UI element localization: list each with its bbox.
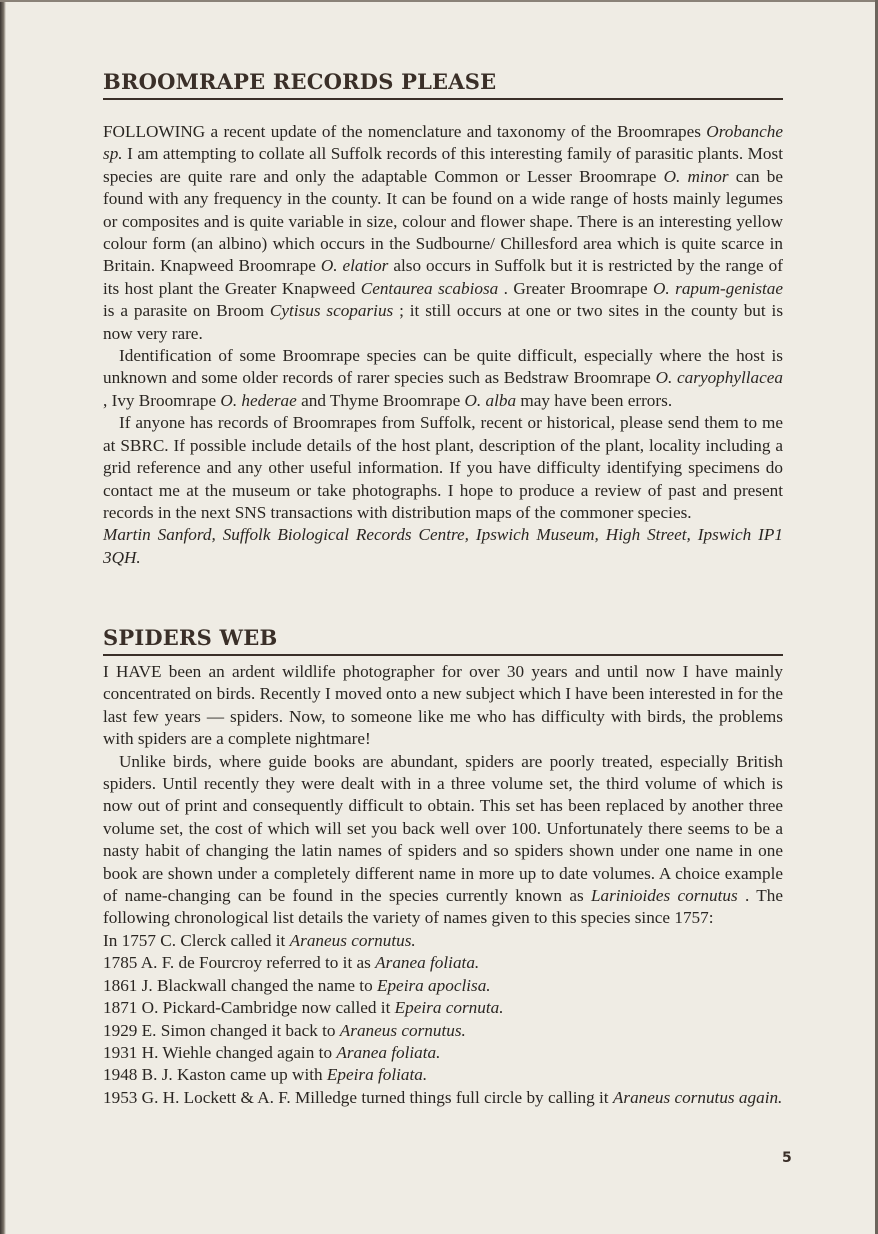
broomrape-paragraph-3 bbox=[103, 412, 783, 524]
text-run: If anyone has records of Broomrapes from Suffolk, recent or historical, please send them to me at SBRC. If possible include details of the host plant, description of the plant, locality including a grid reference and any other useful information. If you have difficulty identifying specimens do contact me at the museum or take photographs. I hope to produce a review of past and present records in the next SNS transactions with distribution maps of the commoner species. bbox=[103, 413, 783, 522]
text-run: also occurs in Suffolk but it is restricted by the range of its host plant the Greater Knapweed bbox=[103, 256, 783, 298]
latin-name: Orobanche sp. bbox=[103, 122, 783, 164]
text-run: ; it still occurs at one or two sites in the county but is now very rare. bbox=[103, 301, 784, 343]
text-run: 1861 J. Blackwall changed the name to bbox=[103, 975, 377, 995]
list-item bbox=[103, 1064, 783, 1086]
latin-name: Epeira foliata. bbox=[326, 1065, 428, 1085]
latin-name: Araneus cornutus again. bbox=[612, 1087, 783, 1107]
latin-name: Aranea foliata. bbox=[336, 1042, 441, 1062]
broomrape-paragraph-2 bbox=[103, 345, 783, 412]
list-item bbox=[103, 975, 783, 997]
text-run: , Ivy Broomrape bbox=[103, 390, 221, 410]
latin-name: O. hederae bbox=[220, 390, 297, 410]
list-item bbox=[103, 952, 783, 974]
text-run: I HAVE been an ardent wildlife photographer for over 30 years and until now I have mainly concentrated on birds. Recently I moved onto a new subject which I have been interested in for the last few years — spiders. Now, to someone like me who has difficulty with birds, the problems with spiders are a complete nightmare! bbox=[103, 662, 783, 749]
text-run: and Thyme Broomrape bbox=[296, 390, 465, 410]
broomrape-paragraph-1 bbox=[103, 121, 783, 345]
spiders-paragraph-2 bbox=[103, 751, 783, 930]
latin-name: O. rapum-genistae bbox=[653, 278, 784, 298]
text-run: 1931 H. Wiehle changed again to bbox=[103, 1042, 337, 1062]
species-name-history-list bbox=[103, 930, 783, 1109]
text-run: can be found with any frequency in the county. It can be found on a wide range of hosts mainly legumes or composites and is quite variable in size, colour and flower shape. There is an interesting yellow colour form (an albino) which occurs in the Sudbourne/ Chillesford area which is quite scarce in Britain. Knapweed Broomrape bbox=[103, 166, 783, 276]
list-item bbox=[103, 930, 783, 952]
text-run: FOLLOWING a recent update of the nomenclature and taxonomy of the Broomrapes bbox=[103, 122, 707, 141]
latin-name: Larinioides cornutus bbox=[590, 886, 738, 906]
spiders-article bbox=[103, 661, 783, 1109]
latin-name: Epeira apoclisa. bbox=[376, 975, 491, 995]
spiders-paragraph-1 bbox=[103, 661, 783, 751]
latin-name: Araneus cornutus. bbox=[339, 1020, 466, 1040]
broomrape-article bbox=[103, 121, 783, 569]
broomrape-heading: BROOMRAPE RECORDS PLEASE bbox=[103, 69, 783, 100]
spiders-heading: SPIDERS WEB bbox=[103, 625, 783, 656]
text-run: . The following chronological list details the variety of names given to this species since 1757: bbox=[103, 886, 783, 928]
text-run: In 1757 C. Clerck called it bbox=[103, 930, 290, 950]
text-run: Identification of some Broomrape species can be quite difficult, especially where the host is unknown and some older records of rarer species such as Bedstraw Broomrape bbox=[103, 346, 783, 388]
text-run: 1871 O. Pickard-Cambridge now called it bbox=[103, 998, 395, 1018]
latin-name: O. alba bbox=[464, 390, 517, 410]
latin-name: Aranea foliata. bbox=[375, 953, 480, 973]
page-number: 5 bbox=[782, 1150, 792, 1166]
text-run: may have been errors. bbox=[516, 390, 673, 410]
latin-name: Centaurea scabiosa bbox=[360, 278, 499, 298]
page-top-edge bbox=[0, 0, 878, 2]
text-run: I am attempting to collate all Suffolk records of this interesting family of parasitic plants. Most species are quite rare and only the adaptable Common or Lesser Broomrape bbox=[103, 144, 783, 186]
latin-name: Araneus cornutus. bbox=[289, 930, 416, 950]
text-run: 1948 B. J. Kaston came up with bbox=[103, 1065, 327, 1085]
text-run: . Greater Broomrape bbox=[498, 278, 654, 298]
text-run: Unlike birds, where guide books are abundant, spiders are poorly treated, especially British spiders. Until recently they were dealt with in a three volume set, the third volume of which is now out of print and consequently difficult to obtain. This set has been replaced by another three volume set, the cost of which will set you back well over 100. Unfortunately there seems to be a nasty habit of changing the latin names of spiders and so spiders shown under one name in one book are shown under a completely different name in more up to date volumes. A choice example of name-changing can be found in the species currently known as bbox=[103, 751, 783, 906]
page-binding-edge bbox=[0, 0, 6, 1234]
list-item bbox=[103, 1020, 783, 1042]
text-run: is a parasite on Broom bbox=[103, 301, 270, 321]
latin-name: O. caryophyllacea bbox=[655, 368, 783, 388]
latin-name: O. minor bbox=[663, 166, 729, 186]
broomrape-signature: Martin Sanford, Suffolk Biological Records Centre, Ipswich Museum, High Street, Ipswich IP1 3QH. bbox=[103, 525, 783, 567]
list-item bbox=[103, 1042, 783, 1064]
list-item bbox=[103, 1087, 783, 1109]
latin-name: Cytisus scoparius bbox=[269, 301, 394, 321]
text-run: 1929 E. Simon changed it back to bbox=[103, 1020, 340, 1040]
latin-name: O. elatior bbox=[320, 256, 389, 276]
text-run: 1785 A. F. de Fourcroy referred to it as bbox=[103, 953, 376, 973]
list-item bbox=[103, 997, 783, 1019]
latin-name: Epeira cornuta. bbox=[394, 998, 504, 1018]
text-run: 1953 G. H. Lockett & A. F. Milledge turned things full circle by calling it bbox=[103, 1087, 613, 1107]
